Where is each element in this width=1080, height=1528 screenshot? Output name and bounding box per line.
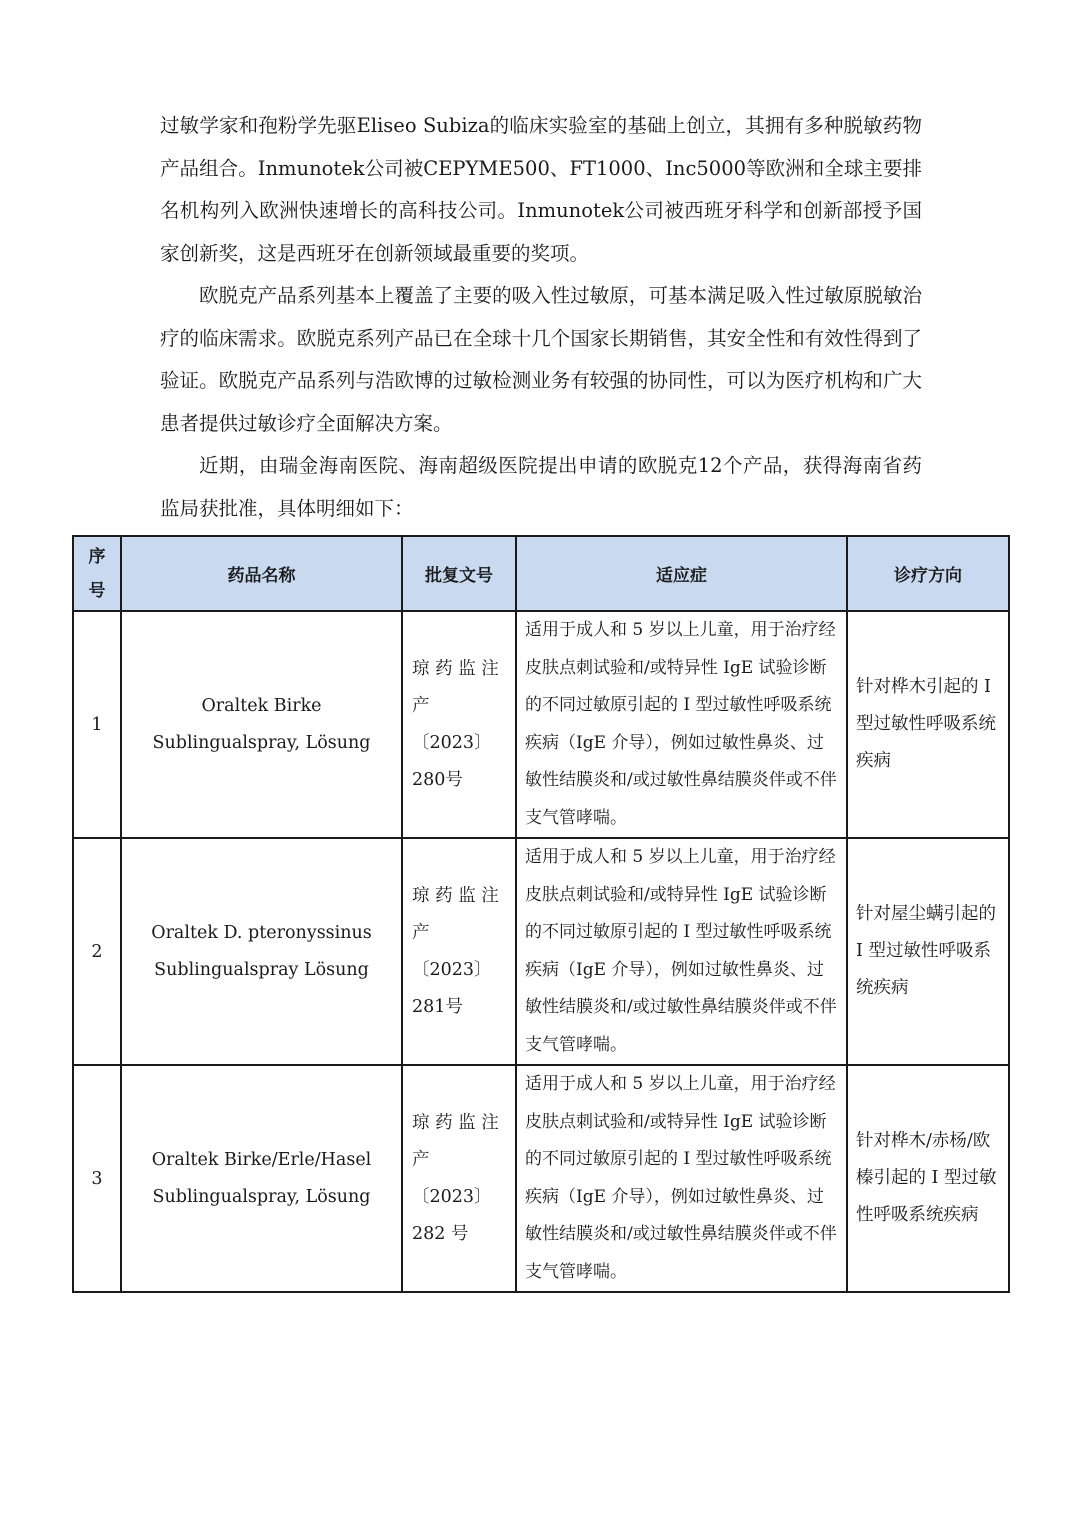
approval-table bbox=[72, 535, 1010, 1293]
indication: 适用于成人和 5 岁以上儿童，用于治疗经皮肤点刺试验和/或特异性 IgE 试验诊断的不同过敏原引起的 I 型过敏性呼吸系统疾病（IgE 介导），例如过敏性鼻炎、过敏性结膜炎和/或过敏性鼻结膜炎伴或不伴支气管哮喘。 bbox=[516, 611, 847, 838]
approval-line1: 琼药监注 bbox=[412, 658, 505, 679]
drug-name-line1: Oraltek Birke bbox=[201, 695, 322, 716]
drug-name-line2: Sublingualspray Lösung bbox=[154, 959, 369, 980]
drug-name bbox=[121, 838, 402, 1065]
header-drug-name: 药品名称 bbox=[121, 536, 402, 611]
approval-line2: 产〔2023〕 bbox=[412, 1149, 492, 1207]
header-number-line2: 号 bbox=[88, 580, 106, 601]
approval-number bbox=[402, 1065, 516, 1292]
drug-name-line2: Sublingualspray, Lösung bbox=[152, 1186, 371, 1207]
treatment-direction: 针对桦木引起的 I 型过敏性呼吸系统疾病 bbox=[847, 611, 1009, 838]
approval-line3: 282 号 bbox=[412, 1223, 469, 1244]
header-indication: 适应症 bbox=[516, 536, 847, 611]
approval-line2: 产〔2023〕 bbox=[412, 695, 492, 753]
table-header-row bbox=[73, 536, 1009, 611]
approval-line1: 琼药监注 bbox=[412, 1112, 505, 1133]
approval-line3: 280号 bbox=[412, 769, 463, 790]
drug-name-line1: Oraltek D. pteronyssinus bbox=[151, 922, 372, 943]
approval-number bbox=[402, 838, 516, 1065]
approval-line1: 琼药监注 bbox=[412, 885, 505, 906]
header-approval-number: 批复文号 bbox=[402, 536, 516, 611]
indication: 适用于成人和 5 岁以上儿童，用于治疗经皮肤点刺试验和/或特异性 IgE 试验诊断的不同过敏原引起的 I 型过敏性呼吸系统疾病（IgE 介导），例如过敏性鼻炎、过敏性结膜炎和/或过敏性鼻结膜炎伴或不伴支气管哮喘。 bbox=[516, 838, 847, 1065]
row-number: 2 bbox=[73, 838, 121, 1065]
row-number: 1 bbox=[73, 611, 121, 838]
treatment-direction: 针对屋尘螨引起的 I 型过敏性呼吸系统疾病 bbox=[847, 838, 1009, 1065]
table-row bbox=[73, 611, 1009, 838]
header-number-line1: 序 bbox=[88, 546, 106, 567]
drug-name bbox=[121, 611, 402, 838]
paragraph-company-intro: 过敏学家和孢粉学先驱Eliseo Subiza的临床实验室的基础上创立，其拥有多种脱敏药物产品组合。Inmunotek公司被CEPYME500、FT1000、Inc5000等欧洲和全球主要排名机构列入欧洲快速增长的高科技公司。Inmunotek公司被西班牙科学和创新部授予国家创新奖，这是西班牙在创新领域最重要的奖项。 bbox=[160, 114, 922, 265]
drug-name-line2: Sublingualspray, Lösung bbox=[152, 732, 371, 753]
approval-line2: 产〔2023〕 bbox=[412, 922, 492, 980]
body-text bbox=[160, 105, 922, 530]
indication: 适用于成人和 5 岁以上儿童，用于治疗经皮肤点刺试验和/或特异性 IgE 试验诊断的不同过敏原引起的 I 型过敏性呼吸系统疾病（IgE 介导），例如过敏性鼻炎、过敏性结膜炎和/或过敏性鼻结膜炎伴或不伴支气管哮喘。 bbox=[516, 1065, 847, 1292]
paragraph-product-series: 欧脱克产品系列基本上覆盖了主要的吸入性过敏原，可基本满足吸入性过敏原脱敏治疗的临床需求。欧脱克系列产品已在全球十几个国家长期销售，其安全性和有效性得到了验证。欧脱克产品系列与浩欧博的过敏检测业务有较强的协同性，可以为医疗机构和广大患者提供过敏诊疗全面解决方案。 bbox=[160, 284, 922, 435]
drug-name bbox=[121, 1065, 402, 1292]
approval-number bbox=[402, 611, 516, 838]
header-treatment-direction: 诊疗方向 bbox=[847, 536, 1009, 611]
treatment-direction: 针对桦木/赤杨/欧榛引起的 I 型过敏性呼吸系统疾病 bbox=[847, 1065, 1009, 1292]
paragraph-approval-notice: 近期，由瑞金海南医院、海南超级医院提出申请的欧脱克12个产品，获得海南省药监局获批准，具体明细如下： bbox=[160, 454, 922, 520]
table-row bbox=[73, 1065, 1009, 1292]
approval-line3: 281号 bbox=[412, 996, 463, 1017]
header-number bbox=[73, 536, 121, 611]
row-number: 3 bbox=[73, 1065, 121, 1292]
table-row bbox=[73, 838, 1009, 1065]
drug-name-line1: Oraltek Birke/Erle/Hasel bbox=[151, 1149, 372, 1170]
